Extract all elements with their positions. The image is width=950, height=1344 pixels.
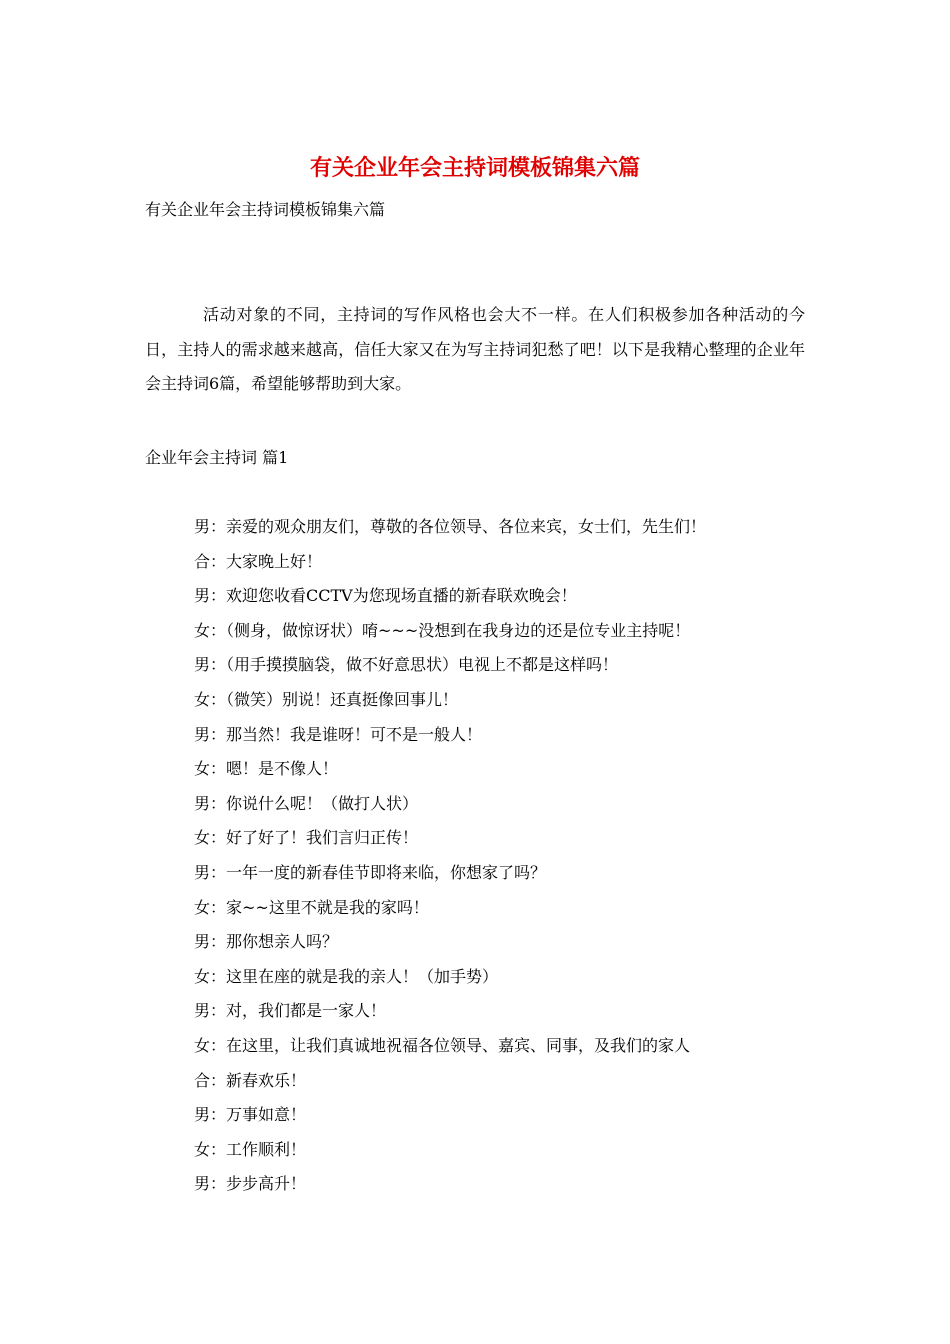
dialogue-line: 女：家~~这里不就是我的家吗！ (194, 897, 429, 917)
dialogue-line: 男：那你想亲人吗？ (194, 932, 339, 952)
document-subtitle: 有关企业年会主持词模板锦集六篇 (145, 200, 386, 219)
dialogue-line: 女：（侧身，做惊讶状）唷~~~没想到在我身边的还是位专业主持呢！ (194, 620, 691, 640)
document-title: 有关企业年会主持词模板锦集六篇 (309, 155, 640, 181)
dialogue-line: 男：（用手摸摸脑袋，做不好意思状）电视上不都是这样吗！ (194, 655, 619, 675)
dialogue-line: 男：你说什么呢！（做打人状） (194, 793, 419, 813)
dialogue-line: 女：好了好了！我们言归正传！ (194, 828, 419, 848)
dialogue-line: 男：万事如意！ (194, 1105, 307, 1125)
dialogue-line: 男：欢迎您收看CCTV为您现场直播的新春联欢晚会！ (194, 586, 577, 606)
dialogue-line: 男：亲爱的观众朋友们，尊敬的各位领导、各位来宾，女士们，先生们！ (194, 517, 707, 536)
dialogue-list (194, 510, 814, 1202)
dialogue-line: 合：新春欢乐！ (194, 1070, 307, 1090)
dialogue-line: 男：步步高升！ (194, 1174, 307, 1194)
dialogue-line: 男：一年一度的新春佳节即将来临，你想家了吗？ (194, 862, 547, 882)
dialogue-line: 女：（微笑）别说！还真挺像回事儿！ (194, 689, 459, 709)
section-heading: 企业年会主持词 篇1 (145, 448, 289, 467)
dialogue-line: 合：大家晚上好！ (194, 551, 323, 571)
dialogue-line: 女：这里在座的就是我的亲人！（加手势） (194, 966, 499, 986)
dialogue-line: 男：对，我们都是一家人！ (194, 1001, 387, 1021)
dialogue-line: 女：工作顺利！ (194, 1139, 307, 1159)
dialogue-line: 男：那当然！我是谁呀！可不是一般人！ (194, 724, 483, 744)
intro-paragraph: 活动对象的不同，主持词的写作风格也会大不一样。在人们积极参加各种活动的今日，主持人的需求越来越高，信任大家又在为写主持词犯愁了吧！以下是我精心整理的企业年会主持词6篇，希望能够帮助到大家。 (145, 305, 805, 393)
dialogue-line: 女：在这里，让我们真诚地祝福各位领导、嘉宾、同事，及我们的家人 (194, 1035, 691, 1055)
dialogue-line: 女：嗯！是不像人！ (194, 759, 339, 779)
